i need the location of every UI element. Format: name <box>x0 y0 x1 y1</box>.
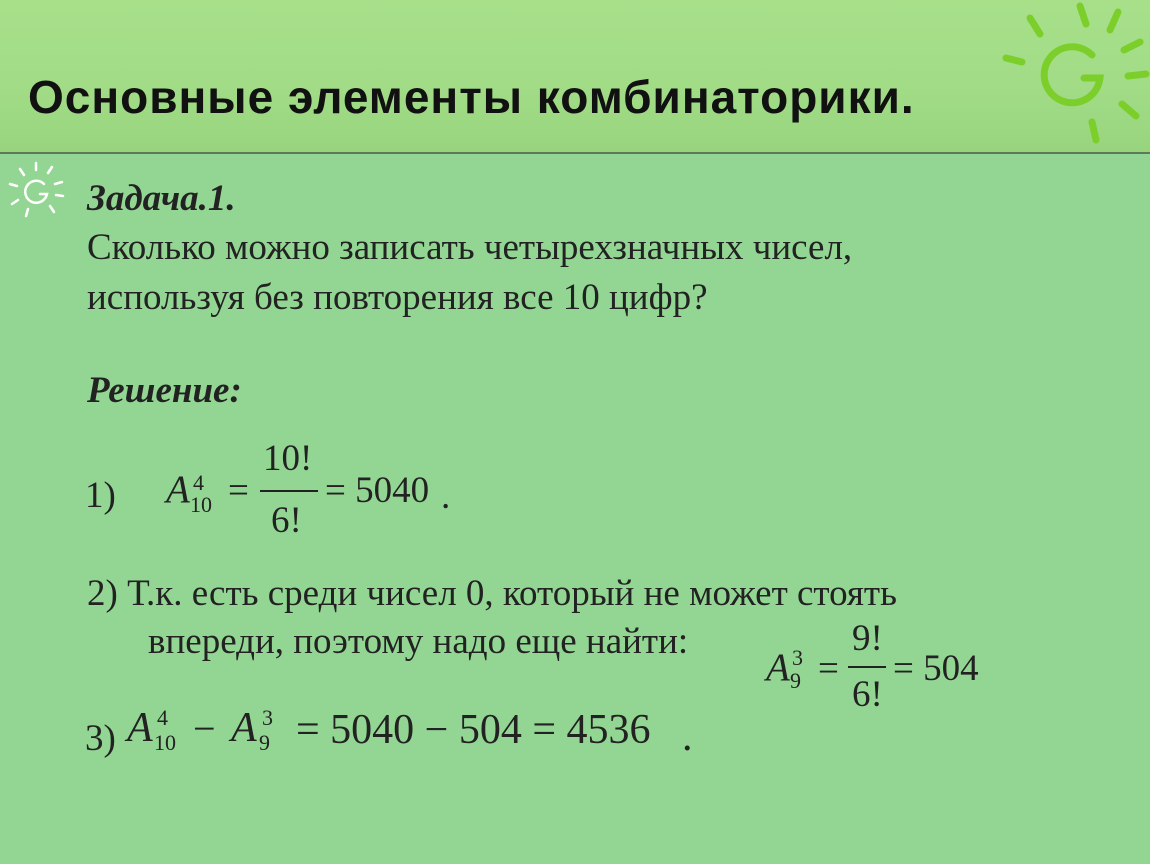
step-3-subscript-2: 9 <box>259 730 270 755</box>
step-1-label: 1) <box>85 475 116 516</box>
slide-header <box>0 0 1150 152</box>
step-1-fraction-bar <box>260 490 318 492</box>
task-heading: Задача.1. <box>87 178 236 219</box>
step-3-minus: − <box>193 706 216 751</box>
step-2-superscript: 3 <box>792 645 803 670</box>
step-2-result: = 504 <box>893 648 979 689</box>
step-3-arrangement-symbol-1: A <box>127 705 153 751</box>
sun-logo-icon <box>1000 0 1150 150</box>
step-1-dot: . <box>441 476 451 517</box>
step-2-denominator: 6! <box>852 674 883 715</box>
task-text-line-2: используя без повторения все 10 цифр? <box>87 277 708 318</box>
step-1-equals: = <box>228 470 249 511</box>
step-1-subscript: 10 <box>190 492 212 517</box>
step-2-subscript: 9 <box>790 668 801 693</box>
header-divider <box>0 152 1150 154</box>
step-2-fraction-bar <box>848 666 886 668</box>
step-2-numerator: 9! <box>852 618 883 659</box>
step-2-text-line-1: 2) Т.к. есть среди чисел 0, который не может стоять <box>87 573 897 614</box>
step-3-arrangement-symbol-2: A <box>231 705 257 751</box>
step-3-dot: . <box>682 714 693 760</box>
step-3-superscript-1: 4 <box>157 705 168 730</box>
step-3-label: 3) <box>85 718 116 759</box>
step-3-result: = 5040 − 504 = 4536 <box>296 707 651 753</box>
step-1-numerator: 10! <box>263 438 313 479</box>
solution-heading: Решение: <box>87 370 242 411</box>
step-3-superscript-2: 3 <box>262 705 273 730</box>
step-1-result: = 5040 <box>325 470 430 511</box>
slide-title: Основные элементы комбинаторики. <box>28 71 915 123</box>
step-2-text-line-2: впереди, поэтому надо еще найти: <box>148 621 689 662</box>
sun-bullet-icon <box>6 160 68 222</box>
task-text-line-1: Сколько можно записать четырехзначных чисел, <box>87 227 853 268</box>
step-3-subscript-1: 10 <box>154 730 176 755</box>
step-1-arrangement-symbol: A <box>166 468 190 511</box>
step-2-arrangement-symbol: A <box>766 646 790 689</box>
step-1-superscript: 4 <box>193 470 204 495</box>
step-1-denominator: 6! <box>271 500 302 541</box>
step-2-equals: = <box>818 648 839 689</box>
